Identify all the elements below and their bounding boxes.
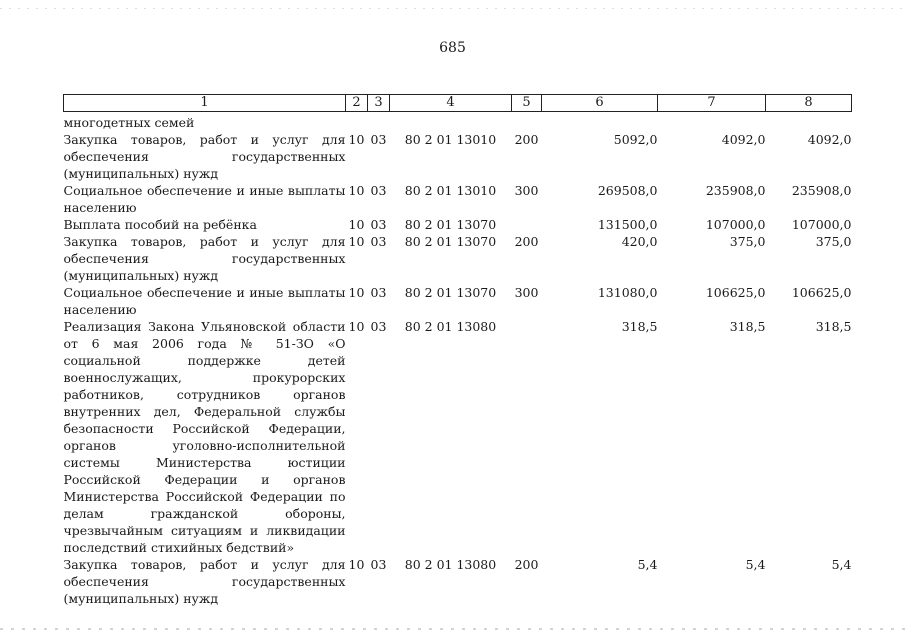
row-cell-c2: 10: [348, 557, 365, 572]
row-description: Социальное обеспечение и иные выплаты населению: [63, 183, 346, 215]
row-cell-c7: 235908,0: [705, 183, 766, 198]
row-cell-c7: 107000,0: [705, 217, 766, 232]
row-cell-c3: 03: [370, 557, 387, 572]
row-cell-c8: 106625,0: [791, 285, 852, 300]
scan-artifact-bottom: [0, 628, 905, 630]
row-cell-c4: 80 2 01 13010: [404, 132, 497, 147]
page-number: 685: [439, 40, 466, 56]
row-cell-c2: 10: [348, 217, 365, 232]
table-row: [64, 318, 852, 556]
row-cell-c8: 4092,0: [807, 132, 852, 147]
row-cell-c3: 03: [370, 234, 387, 249]
header-col-4: 4: [390, 95, 512, 112]
header-col-7: 7: [658, 95, 766, 112]
header-col-3: 3: [368, 95, 390, 112]
header-col-1: 1: [64, 95, 346, 112]
row-cell-c8: 318,5: [815, 319, 852, 334]
table-row: [64, 131, 852, 182]
row-cell-c8: 5,4: [831, 557, 852, 572]
row-cell-c2: 10: [348, 234, 365, 249]
row-cell-c7: 106625,0: [705, 285, 766, 300]
continuation-text: многодетных семей: [63, 115, 195, 130]
row-cell-c6: 269508,0: [597, 183, 658, 198]
row-cell-c7: 5,4: [745, 557, 766, 572]
scan-artifact-top: [0, 8, 905, 9]
row-cell-c2: 10: [348, 132, 365, 147]
row-cell-c3: 03: [370, 285, 387, 300]
header-col-8: 8: [766, 95, 852, 112]
row-cell-c7: 318,5: [729, 319, 766, 334]
row-description: Закупка товаров, работ и услуг для обеспечения государственных (муниципальных) нужд: [63, 234, 346, 283]
row-cell-c6: 131500,0: [597, 217, 658, 232]
continuation-row: [64, 112, 852, 132]
row-cell-c6: 318,5: [621, 319, 658, 334]
row-description: Социальное обеспечение и иные выплаты населению: [63, 285, 346, 317]
row-cell-c7: 4092,0: [721, 132, 766, 147]
row-cell-c8: 107000,0: [791, 217, 852, 232]
row-cell-c6: 420,0: [621, 234, 658, 249]
header-row: [64, 95, 852, 112]
row-cell-c3: 03: [370, 132, 387, 147]
row-description: Реализация Закона Ульяновской области от 6 мая 2006 года № 51-ЗО «О социальной поддержке детей военнослужащих, прокурорских работников, сотрудников органов внутренних дел, Федеральной службы безопасности Российской Федерации, органов уголовно-исполнительной системы Министерства юстиции Российской Федерации и органов Министерства Российской Федерации по делам гражданской обороны, чрезвычайным ситуациям и ликвидации последствий стихийных бедствий»: [63, 319, 346, 555]
row-cell-c4: 80 2 01 13080: [404, 319, 497, 334]
row-cell-c3: 03: [370, 217, 387, 232]
row-cell-c2: 10: [348, 319, 365, 334]
row-description: Выплата пособий на ребёнка: [63, 217, 257, 232]
header-col-6: 6: [542, 95, 658, 112]
table-row: [64, 284, 852, 318]
row-cell-c4: 80 2 01 13070: [404, 234, 497, 249]
row-cell-c8: 235908,0: [791, 183, 852, 198]
row-cell-c5: 200: [514, 132, 539, 147]
header-col-2: 2: [346, 95, 368, 112]
row-cell-c4: 80 2 01 13070: [404, 285, 497, 300]
row-cell-c2: 10: [348, 285, 365, 300]
row-cell-c2: 10: [348, 183, 365, 198]
row-cell-c5: [512, 216, 542, 233]
header-col-5: 5: [512, 95, 542, 112]
table-row: [64, 233, 852, 284]
row-cell-c3: 03: [370, 183, 387, 198]
row-cell-c4: 80 2 01 13070: [404, 217, 497, 232]
row-description: Закупка товаров, работ и услуг для обеспечения государственных (муниципальных) нужд: [63, 132, 346, 181]
row-cell-c7: 375,0: [729, 234, 766, 249]
row-cell-c3: 03: [370, 319, 387, 334]
budget-table: [63, 94, 852, 607]
row-cell-c5: 300: [514, 183, 539, 198]
row-cell-c4: 80 2 01 13010: [404, 183, 497, 198]
row-cell-c6: 5092,0: [613, 132, 658, 147]
row-cell-c6: 5,4: [637, 557, 658, 572]
row-cell-c5: 300: [514, 285, 539, 300]
table-row: [64, 556, 852, 607]
row-cell-c6: 131080,0: [597, 285, 658, 300]
table-row: [64, 182, 852, 216]
row-cell-c5: 200: [514, 234, 539, 249]
row-cell-c5: 200: [514, 557, 539, 572]
row-cell-c4: 80 2 01 13080: [404, 557, 497, 572]
table-row: [64, 216, 852, 233]
row-cell-c8: 375,0: [815, 234, 852, 249]
row-cell-c5: [512, 318, 542, 556]
row-description: Закупка товаров, работ и услуг для обеспечения государственных (муниципальных) нужд: [63, 557, 346, 606]
